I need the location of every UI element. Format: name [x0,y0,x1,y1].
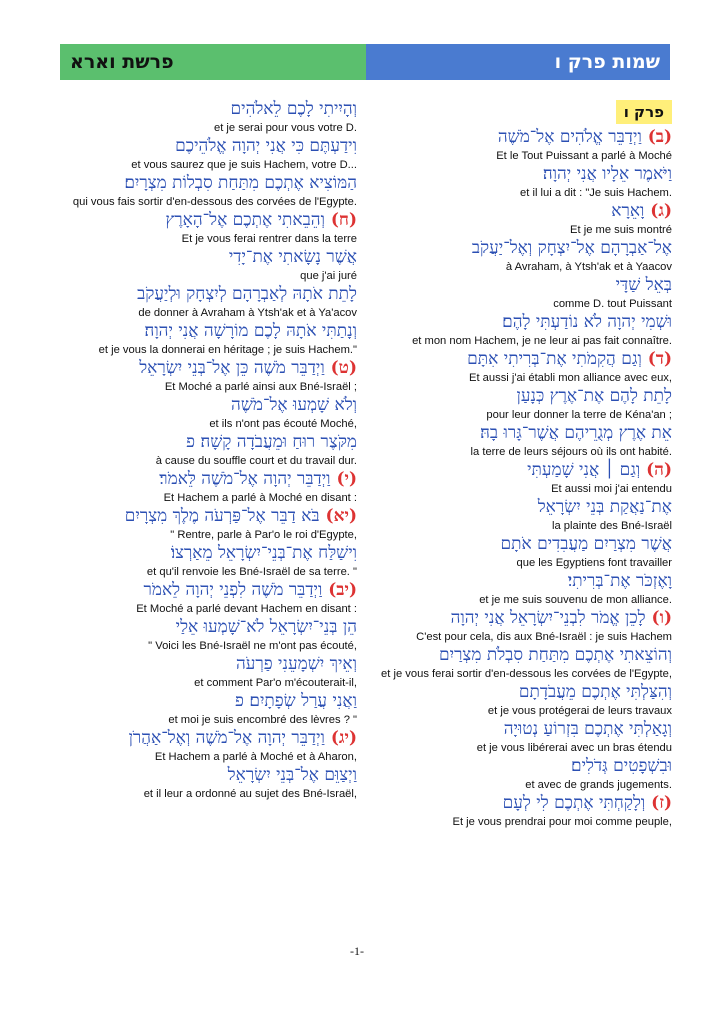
hebrew-verse-line [372,681,672,704]
french-translation: " Voici les Bné-Israël ne m'ont pas écouté, [148,640,357,652]
hebrew-verse-line [372,274,672,297]
verse-number: (ז) [645,793,672,813]
hebrew-verse-line [372,607,672,630]
hebrew-text: לָכֵן אֱמֹר לִבְנֵי־יִשְׂרָאֵל אֲנִי יְהוָה [450,608,646,628]
hebrew-text: וְגַם הֲקִמֹתִי אֶת־בְּרִיתִי אִתָּם [467,349,642,369]
french-translation: et qu'il renvoie les Bné-Israël de sa terre. " [146,566,357,578]
hebrew-verse-line [57,320,357,343]
french-translation: à cause du souffle court et du travail dur. [155,455,357,467]
hebrew-text: וְאֵיךְ יִשְׁמָעֵנִי פַרְעֹה [235,654,357,674]
hebrew-verse-line [57,431,357,454]
hebrew-text: אֶת־נַאֲקַת בְּנֵי יִשְׂרָאֵל [537,497,672,517]
french-translation: la plainte des Bné-Israël [551,520,672,532]
hebrew-text: וִישַׁלַּח אֶת־בְּנֵי־יִשְׂרָאֵל מֵאַרְצוֹ׃ [170,543,357,563]
hebrew-text: אֲשֶׁר מִצְרַיִם מַעֲבִדִים אֹתָם [500,534,672,554]
hebrew-text: וִידַעְתֶּם כִּי אֲנִי יְהוָה אֱלֹהֵיכֶם [175,136,357,156]
verse-number: (ט) [324,358,357,378]
hebrew-text: אֵת אֶרֶץ מְגֻרֵיהֶם אֲשֶׁר־גָּרוּ בָהּ׃ [480,423,672,443]
hebrew-text: לָתֵת אֹתָהּ לְאַבְרָהָם לְיִצְחָק וּלְיַעֲקֹב [137,284,357,304]
hebrew-text: לָתֵת לָהֶם אֶת־אֶרֶץ כְּנָעַן [516,386,672,406]
hebrew-verse-line [57,690,357,713]
french-translation: Et je vous prendrai pour moi comme peuple, [452,816,672,828]
chapter-title-bar [366,44,670,80]
hebrew-text: וַיְצַוֵּם אֶל־בְּנֵי יִשְׂרָאֵל [227,765,357,785]
french-translation: Et aussi j'ai établi mon alliance avec eux, [469,372,672,384]
hebrew-verse-line [57,505,357,528]
page-header [60,44,670,80]
right-column-lines [372,126,672,829]
french-translation: qui vous fais sortir d'en-dessous des corvées de l'Egypte. [72,196,357,208]
french-translation: et comment Par'o m'écouterait-il, [194,677,357,689]
hebrew-verse-line [372,533,672,556]
hebrew-text: וַיְדַבֵּר יְהוָה אֶל־מֹשֶׁה וְאֶל־אַהֲרֹן [128,728,325,748]
hebrew-verse-line [372,755,672,778]
french-translation: Et Hachem a parlé à Moché en disant : [163,492,357,504]
hebrew-text: וּשְׁמִי יְהוָה לֹא נוֹדַעְתִּי לָהֶם׃ [502,312,672,332]
hebrew-verse-line [57,394,357,417]
french-translation: Et le Tout Puissant a parlé à Moché [496,150,672,162]
hebrew-verse-line [57,172,357,195]
hebrew-verse-line [57,209,357,232]
hebrew-text: וּבִשְׁפָטִים גְּדֹלִים׃ [570,756,672,776]
hebrew-text: וָאֶזְכֹּר אֶת־בְּרִיתִי׃ [567,571,672,591]
french-translation: de donner à Avraham à Ytsh'ak et à Ya'acov [138,307,357,319]
french-translation: et je me suis souvenu de mon alliance. [479,594,672,606]
french-translation: que j'ai juré [300,270,357,282]
french-translation: Et aussi moi j'ai entendu [551,483,672,495]
french-translation: la terre de leurs séjours où ils ont habité. [470,446,672,458]
hebrew-text: וַיְדַבֵּר אֱלֹהִים אֶל־מֹשֶׁה [497,127,642,147]
hebrew-verse-line [57,135,357,158]
hebrew-verse-line [372,348,672,371]
hebrew-text: וַיְדַבֵּר מֹשֶׁה לִפְנֵי יְהוָה לֵאמֹר [143,580,323,600]
hebrew-text: וְהוֹצֵאתִי אֶתְכֶם מִתַּחַת סִבְלֹת מִצְרַיִם [439,645,672,665]
hebrew-verse-line [372,237,672,260]
verse-number: (ד) [641,349,672,369]
verse-number: (ה) [640,460,672,480]
hebrew-text: הַמּוֹצִיא אֶתְכֶם מִתַּחַת סִבְלוֹת מִצְרָיִם׃ [124,173,357,193]
page-number: -1- [350,944,364,958]
french-translation: comme D. tout Puissant [553,298,672,310]
hebrew-text: וָאֵרָא [611,201,645,221]
hebrew-verse-line [372,496,672,519]
hebrew-text: וְנָתַתִּי אֹתָהּ לָכֶם מוֹרָשָׁה אֲנִי יְהוָה׃ [144,321,357,341]
hebrew-text: מִקֹּצֶר רוּחַ וּמֵעֲבֹדָה קָשָׁה׃ פ [186,432,357,452]
hebrew-verse-line [372,792,672,815]
verse-number: (ח) [324,210,357,230]
hebrew-text: וְגַם ׀ אֲנִי שָׁמַעְתִּי [527,460,641,480]
hebrew-text: בֹּא דַבֵּר אֶל־פַּרְעֹה מֶלֶךְ מִצְרָיִם [124,506,320,526]
french-translation: et je vous ferai sortir d'en-dessous les corvées de l'Egypte, [381,668,672,680]
hebrew-verse-line [57,616,357,639]
french-translation: pour leur donner la terre de Kéna'an ; [486,409,672,421]
verse-number: (יג) [324,728,357,748]
hebrew-verse-line [372,200,672,223]
hebrew-verse-line [57,727,357,750]
hebrew-text: וַיְדַבֵּר יְהוָה אֶל־מֹשֶׁה לֵּאמֹר׃ [159,469,331,489]
hebrew-verse-line [372,385,672,408]
parasha-title-bar [60,44,366,80]
hebrew-verse-line [372,163,672,186]
french-translation: à Avraham, à Ytsh'ak et à Yaacov [505,261,672,273]
hebrew-verse-line [57,468,357,491]
french-translation: " Rentre, parle à Par'o le roi d'Egypte, [170,529,357,541]
french-translation: et mon nom Hachem, je ne leur ai pas fait connaître. [412,335,672,347]
hebrew-verse-line [57,653,357,676]
french-translation: et il leur a ordonné au sujet des Bné-Israël, [143,788,357,800]
hebrew-text: וְהִצַּלְתִּי אֶתְכֶם מֵעֲבֹדָתָם [518,682,672,702]
verse-number: (ב) [641,127,672,147]
hebrew-text: וְלָקַחְתִּי אֶתְכֶם לִי לְעָם [502,793,646,813]
french-translation: et je vous la donnerai en héritage ; je suis Hachem." [98,344,357,356]
french-translation: et moi je suis encombré des lèvres ? " [168,714,357,726]
hebrew-text: וַאֲנִי עֲרַל שְׂפָתָיִם׃ פ [235,691,357,711]
hebrew-text: וַיְדַבֵּר מֹשֶׁה כֵּן אֶל־בְּנֵי יִשְׂרָאֵל [139,358,325,378]
verse-number: (י) [330,469,357,489]
hebrew-verse-line [372,570,672,593]
hebrew-verse-line [57,246,357,269]
french-translation: et je vous libérerai avec un bras étendu [476,742,672,754]
verse-number: (ו) [645,608,672,628]
french-translation: Et Moché a parlé ainsi aux Bné-Israël ; [164,381,357,393]
hebrew-verse-line [372,718,672,741]
hebrew-verse-line [57,579,357,602]
french-translation: et il lui a dit : "Je suis Hachem. [520,187,672,199]
verse-number: (יב) [322,580,357,600]
hebrew-text: וְהָיִיתִי לָכֶם לֵאלֹהִים [230,99,357,119]
hebrew-verse-line [372,644,672,667]
french-translation: et ils n'ont pas écouté Moché, [209,418,357,430]
chapter-title: שמות פרק ו [554,51,660,73]
hebrew-verse-line [57,764,357,787]
hebrew-verse-line [372,311,672,334]
hebrew-text: אֲשֶׁר נָשָׂאתִי אֶת־יָדִי [228,247,357,267]
french-translation: et je serai pour vous votre D. [213,122,357,134]
hebrew-verse-line [57,283,357,306]
hebrew-verse-line [372,422,672,445]
chapter-badge: פרק ו [616,100,672,124]
hebrew-verse-line [57,98,357,121]
hebrew-text: אֶל־אַבְרָהָם אֶל־יִצְחָק וְאֶל־יַעֲקֹב [471,238,672,258]
french-translation: C'est pour cela, dis aux Bné-Israël : je suis Hachem [416,631,672,643]
french-translation: Et Hachem a parlé à Moché et à Aharon, [154,751,357,763]
french-translation: et avec de grands jugements. [525,779,672,791]
hebrew-text: וְגָאַלְתִּי אֶתְכֶם בִּזְרוֹעַ נְטוּיָה [503,719,672,739]
french-translation: Et je me suis montré [570,224,672,236]
verse-number: (ג) [644,201,672,221]
right-column [372,100,672,829]
hebrew-verse-line [372,126,672,149]
hebrew-text: הֵן בְּנֵי־יִשְׂרָאֵל לֹא־שָׁמְעוּ אֵלַי [175,617,357,637]
hebrew-verse-line [372,459,672,482]
french-translation: et vous saurez que je suis Hachem, votre D... [131,159,357,171]
parasha-title: פרשת וארא [70,51,174,73]
french-translation: Et Moché a parlé devant Hachem en disant : [136,603,357,615]
french-translation: et je vous protégerai de leurs travaux [487,705,672,717]
hebrew-text: וַיֹּאמֶר אֵלָיו אֲנִי יְהוָה׃ [542,164,672,184]
hebrew-text: וְהֵבֵאתִי אֶתְכֶם אֶל־הָאָרֶץ [165,210,325,230]
verse-number: (יא) [319,506,357,526]
hebrew-text: בְּאֵל שַׁדָּי [615,275,672,295]
hebrew-verse-line [57,357,357,380]
hebrew-verse-line [57,542,357,565]
french-translation: que les Egyptiens font travailler [516,557,672,569]
french-translation: Et je vous ferai rentrer dans la terre [181,233,357,245]
hebrew-text: וְלֹא שָׁמְעוּ אֶל־מֹשֶׁה [231,395,357,415]
left-column [57,98,357,801]
